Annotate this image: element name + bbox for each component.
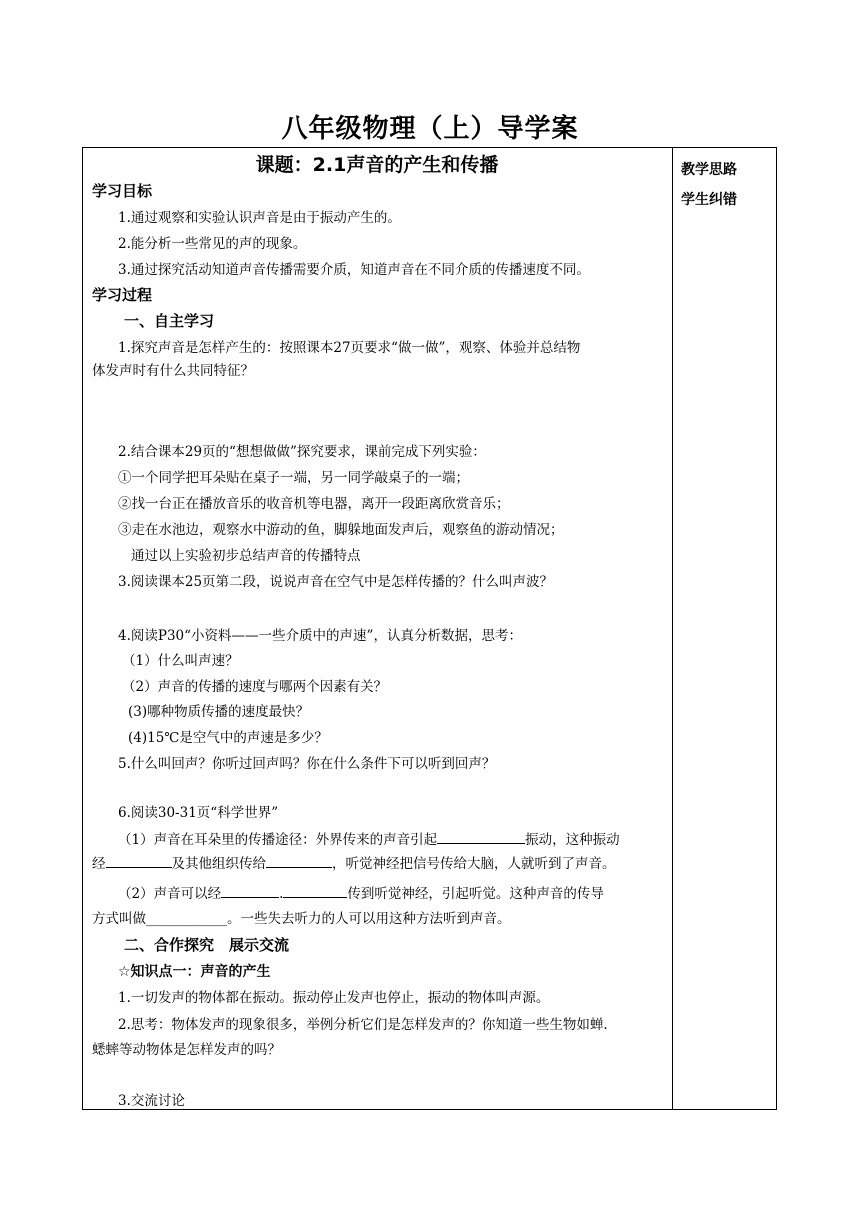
question-5: 5.什么叫回声？你听过回声吗？你在什么条件下可以听到回声？ bbox=[118, 756, 496, 772]
question-2: 2.结合课本29页的“想想做做”探究要求，课前完成下列实验： bbox=[118, 444, 486, 460]
fill-blank-underscores[interactable]: ____________ bbox=[146, 911, 227, 927]
side-column-teaching-ideas: 教学思路 bbox=[681, 162, 737, 178]
experiment-item: ③走在水池边，观察水中游动的鱼，脚躲地面发声后，观察鱼的游动情况； bbox=[118, 522, 564, 538]
question-4-sub: (4)15℃是空气中的声速是多少？ bbox=[128, 730, 328, 746]
fill-blank[interactable] bbox=[437, 829, 525, 844]
experiment-item: ②找一台正在播放音乐的收音机等电器，离开一段距离欣赏音乐； bbox=[118, 496, 510, 512]
goal-item: 3.通过探究活动知道声音传播需要介质，知道声音在不同介质的传播速度不同。 bbox=[118, 262, 590, 278]
coop-point-3: 3.交流讨论 bbox=[118, 1093, 185, 1109]
lesson-title: 课题：2.1声音的产生和传播 bbox=[255, 154, 499, 176]
q6-2-text: . bbox=[279, 886, 284, 902]
side-column-error-correction: 学生纠错 bbox=[681, 192, 737, 208]
q6-1-text: （1）声音在耳朵里的传播途径：外界传来的声音引起 bbox=[118, 832, 438, 848]
goals-heading: 学习目标 bbox=[92, 182, 153, 200]
coop-point-1: 1.一切发声的物体都在振动。振动停止发声也停止，振动的物体叫声源。 bbox=[118, 990, 550, 1006]
question-3: 3.阅读课本25页第二段，说说声音在空气中是怎样传播的？什么叫声波？ bbox=[118, 574, 554, 590]
fill-blank[interactable] bbox=[283, 883, 347, 898]
fill-blank[interactable] bbox=[221, 883, 279, 898]
section-self-study: 一、自主学习 bbox=[124, 312, 215, 330]
q6-2-text: 传到听觉神经，引起听觉。这种声音的传导 bbox=[347, 886, 604, 902]
goal-item: 2.能分析一些常见的声的现象。 bbox=[118, 236, 307, 252]
question-6-part-1 bbox=[118, 829, 668, 850]
q6-2-text: 。一些失去听力的人可以用这种方法听到声音。 bbox=[227, 911, 511, 927]
coop-point-2: 2.思考：物体发声的现象很多，举例分析它们是怎样发声的？你知道一些生物如蝉. bbox=[118, 1017, 608, 1033]
experiment-item: ①一个同学把耳朵贴在桌子一端，另一同学敲桌子的一端； bbox=[118, 470, 469, 486]
q6-1-text: 及其他组织传给 bbox=[171, 856, 266, 872]
question-4-sub: （2）声音的传播的速度与哪两个因素有关？ bbox=[122, 679, 388, 695]
q6-2-text: （2）声音可以经 bbox=[118, 886, 222, 902]
question-1-cont: 体发声时有什么共同特征？ bbox=[92, 363, 254, 379]
q6-2-text: 方式叫做 bbox=[92, 911, 146, 927]
question-4: 4.阅读P30“小资料——一些介质中的声速”，认真分析数据，思考： bbox=[118, 628, 522, 644]
question-4-sub: (3)哪种物质传播的速度最快？ bbox=[128, 704, 310, 720]
question-6-part-1-cont bbox=[92, 853, 667, 874]
fill-blank[interactable] bbox=[266, 853, 332, 868]
question-6-part-2-cont bbox=[92, 909, 667, 929]
fill-blank[interactable] bbox=[106, 853, 172, 868]
question-6: 6.阅读30-31页“科学世界” bbox=[118, 805, 279, 821]
section-cooperative-inquiry: 二、合作探究 展示交流 bbox=[124, 936, 290, 954]
goal-item: 1.通过观察和实验认识声音是由于振动产生的。 bbox=[118, 210, 401, 226]
q6-1-text: 振动，这种振动 bbox=[525, 832, 620, 848]
question-1: 1.探究声音是怎样产生的：按照课本27页要求“做一做”，观察、体验并总结物 bbox=[118, 340, 581, 356]
q6-1-text: ，听觉神经把信号传给大脑，人就听到了声音。 bbox=[332, 856, 616, 872]
knowledge-point-1: ☆知识点一：声音的产生 bbox=[118, 964, 271, 980]
coop-point-2-cont: 蟋蟀等动物体是怎样发声的吗？ bbox=[92, 1042, 281, 1058]
page-title: 八年级物理（上）导学案 bbox=[281, 114, 579, 144]
experiment-summary: 通过以上实验初步总结声音的传播特点 bbox=[131, 548, 361, 564]
process-heading: 学习过程 bbox=[92, 286, 153, 304]
question-4-sub: （1）什么叫声速？ bbox=[122, 653, 239, 669]
q6-1-text: 经 bbox=[92, 856, 106, 872]
question-6-part-2 bbox=[118, 883, 668, 904]
